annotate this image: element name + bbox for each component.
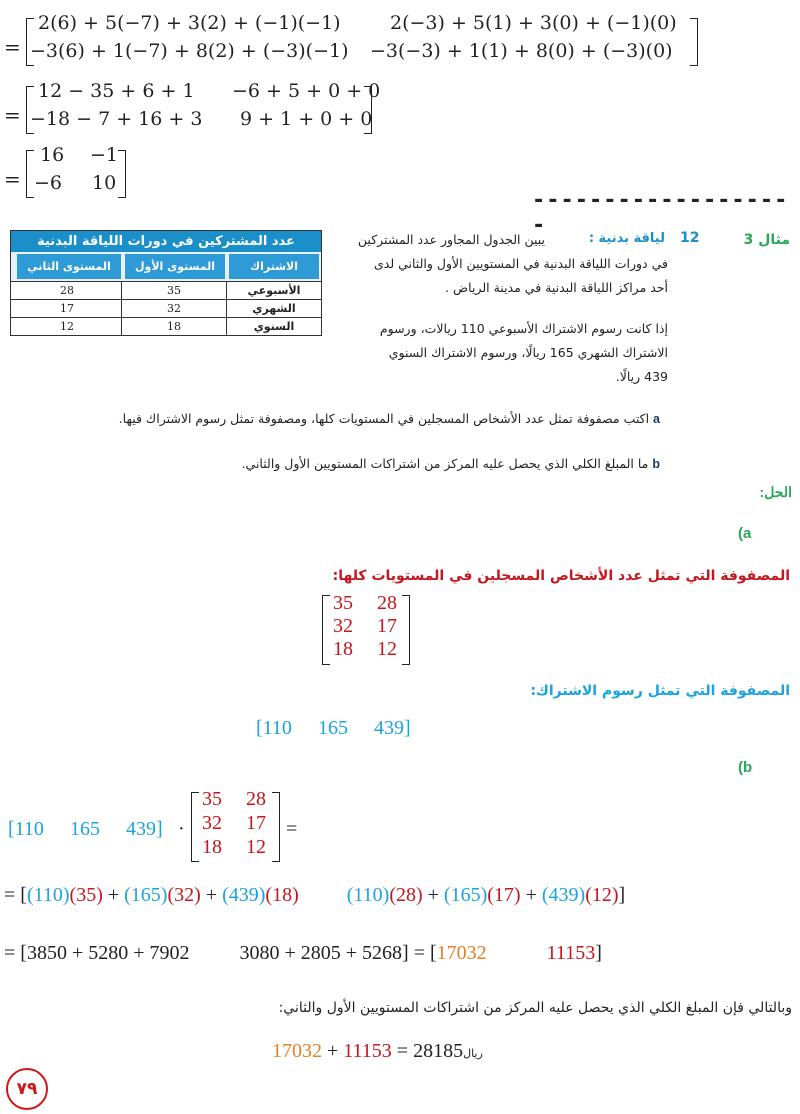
matrix-cell: 439 xyxy=(125,818,156,840)
table-cell: 28 xyxy=(60,284,74,297)
result-value: 17032 xyxy=(436,942,487,964)
table-row xyxy=(11,317,321,335)
matrix-cell: 28 xyxy=(246,788,266,810)
matrix-cell: 110 xyxy=(262,717,292,739)
bracket-left xyxy=(322,595,330,665)
matrix-cell: 35 xyxy=(333,592,353,614)
matrix-cell: −1 xyxy=(90,144,119,166)
expansion-line-1 xyxy=(4,884,625,907)
matrix-cell: −3(6) + 1(−7) + 8(2) + (−3)(−1) xyxy=(30,40,349,62)
table-row xyxy=(11,281,321,299)
expansion-line-2 xyxy=(4,942,602,965)
table-row xyxy=(11,299,321,317)
example-text-line: الاشتراك الشهري 165 ريالًا، ورسوم الاشتراك السنوي xyxy=(388,345,668,360)
subscribers-table xyxy=(10,230,322,336)
bracket-right xyxy=(402,595,410,665)
sum-term: 17032 xyxy=(272,1040,322,1062)
count-term: (32) xyxy=(167,884,201,906)
matrix-cell: 12 − 35 + 6 + 1 xyxy=(38,80,195,102)
result-value: 11153 xyxy=(546,942,596,964)
example-text-line: إذا كانت رسوم الاشتراك الأسبوعي 110 ريالات، ورسوم xyxy=(379,321,668,336)
table-cell: السنوي xyxy=(226,318,321,335)
bracket-open: [ xyxy=(256,717,263,739)
table-title: عدد المشتركين في دورات اللياقة البدنية xyxy=(11,231,321,252)
conclusion-text: وبالتالي فإن المبلغ الكلي الذي يحصل عليه المركز من اشتراكات المستويين الأول والثاني: xyxy=(278,1000,792,1016)
page-number-text: ٧٩ xyxy=(16,1079,38,1099)
count-term: (28) xyxy=(389,884,423,906)
example-topic: لياقة بدنية : xyxy=(588,231,665,246)
table-cell: 35 xyxy=(121,282,226,299)
table-cell: الشهري xyxy=(226,300,321,317)
matrix-cell: 2(6) + 5(−7) + 3(2) + (−1)(−1) xyxy=(38,12,341,34)
equals-sign: = xyxy=(286,818,298,840)
matrix-cell: 165 xyxy=(317,717,348,739)
matrix-cell: 439 xyxy=(373,717,404,739)
sum-row-2: 3080 + 2805 + 5268] = [ xyxy=(239,942,437,964)
part-letter: a xyxy=(653,412,660,426)
fee-term: (165) xyxy=(443,884,488,906)
table-cell: 32 xyxy=(121,300,226,317)
bracket-right xyxy=(364,86,372,134)
matrix-cell: 10 xyxy=(92,172,117,194)
example-number: 12 xyxy=(680,230,700,246)
matrix-cell: −6 + 5 + 0 + 0 xyxy=(232,80,381,102)
fee-term: (165) xyxy=(124,884,168,906)
matrix-cell: 18 xyxy=(202,836,222,858)
fees-matrix-product xyxy=(8,818,163,841)
part-a-label: (a xyxy=(738,525,752,542)
sum-row-1: = [3850 + 5280 + 7902 xyxy=(4,942,190,964)
matrix-title: المصفوفة التي تمثل عدد الأشخاص المسجلين في المستويات كلها: xyxy=(332,568,790,584)
example-text-line: يبين الجدول المجاور عدد المشتركين xyxy=(357,232,545,247)
matrix-cell: 28 xyxy=(377,592,397,614)
matrix-cell: 35 xyxy=(202,788,222,810)
example-text-line: 439 ريالًا. xyxy=(615,369,668,384)
matrix-cell: 32 xyxy=(202,812,222,834)
matrix-cell: −18 − 7 + 16 + 3 xyxy=(30,108,203,130)
plus-sign: + xyxy=(322,1040,344,1062)
part-letter: b xyxy=(652,457,660,471)
part-text: ما المبلغ الكلي الذي يحصل عليه المركز من اشتراكات المستويين الأول والثاني. xyxy=(241,456,649,471)
matrix-cell: 32 xyxy=(333,615,353,637)
bracket-right xyxy=(118,150,126,198)
matrix-cell: 9 + 1 + 0 + 0 xyxy=(240,108,373,130)
matrix-cell: 110 xyxy=(14,818,44,840)
bracket-right xyxy=(272,792,280,862)
example-text-line: في دورات اللياقة البدنية في المستويين الأول والثاني لدى xyxy=(373,256,668,271)
separator-line: ------------------- xyxy=(532,188,789,238)
equals-sign: = xyxy=(4,103,21,127)
plus-sign: + xyxy=(525,884,537,906)
fees-matrix xyxy=(256,717,411,740)
matrix-cell: 2(−3) + 5(1) + 3(0) + (−1)(0) xyxy=(390,12,677,34)
fee-term: (439) xyxy=(541,884,586,906)
fee-term: (110) xyxy=(346,884,390,906)
count-term: (18) xyxy=(265,884,299,906)
bracket-left xyxy=(191,792,199,862)
bracket-right xyxy=(690,18,698,66)
table-cell: 18 xyxy=(121,318,226,335)
part-text: اكتب مصفوفة تمثل عدد الأشخاص المسجلين في المستويات كلها، ومصفوفة تمثل رسوم الاشتراك فيها. xyxy=(118,411,650,426)
plus-sign: + xyxy=(205,884,218,906)
fees-title: المصفوفة التي تمثل رسوم الاشتراك: xyxy=(530,683,790,699)
solution-heading: الحل: xyxy=(759,484,792,500)
matrix-cell: 18 xyxy=(333,638,353,660)
example-text-line: أحد مراكز اللياقة البدنية في مدينة الرياض . xyxy=(445,280,668,295)
table-header: المستوى الأول xyxy=(125,254,225,279)
bracket-close: ] xyxy=(155,818,163,840)
plus-sign: + xyxy=(427,884,439,906)
bracket-left xyxy=(26,150,34,198)
table-cell: الأسبوعي xyxy=(226,282,321,299)
fee-term: (110) xyxy=(26,884,70,906)
bracket-close: ] xyxy=(403,717,411,739)
table-header: المستوى الثاني xyxy=(17,254,121,279)
table-cell: 17 xyxy=(60,302,74,315)
count-term: (12) xyxy=(585,884,619,906)
matrix-cell: 165 xyxy=(69,818,100,840)
matrix-cell: −6 xyxy=(34,172,63,194)
example-label: مثال 3 xyxy=(743,232,790,248)
count-term: (35) xyxy=(69,884,103,906)
matrix-cell: −3(−3) + 1(1) + 8(0) + (−3)(0) xyxy=(370,40,673,62)
fee-term: (439) xyxy=(222,884,266,906)
question-part-a xyxy=(20,411,660,426)
sum-term: 11153 xyxy=(343,1040,392,1062)
bracket-open: = [ xyxy=(4,884,27,906)
matrix-cell: 12 xyxy=(246,836,266,858)
part-b-label: (b xyxy=(738,759,753,776)
matrix-cell: 12 xyxy=(377,638,397,660)
bracket-close: ] xyxy=(595,942,602,964)
sum-total: = 28185 xyxy=(391,1040,464,1062)
matrix-cell: 16 xyxy=(40,144,65,166)
currency-label: ريال xyxy=(463,1047,483,1060)
equals-sign: = xyxy=(4,35,21,59)
table-cell: 12 xyxy=(60,320,74,333)
plus-sign: + xyxy=(107,884,120,906)
bracket-open: [ xyxy=(8,818,15,840)
equals-sign: = xyxy=(4,167,21,191)
bracket-close: ] xyxy=(618,884,626,906)
matrix-cell: 17 xyxy=(377,615,397,637)
final-sum xyxy=(272,1040,483,1063)
count-term: (17) xyxy=(487,884,521,906)
matrix-cell: 17 xyxy=(246,812,266,834)
page-number xyxy=(6,1068,48,1110)
question-part-b xyxy=(20,456,660,471)
solution-label xyxy=(760,484,792,501)
dot-operator: · xyxy=(178,818,185,840)
table-header: الاشتراك xyxy=(229,254,319,279)
solution-part-b xyxy=(738,758,752,776)
solution-part-a xyxy=(738,524,751,542)
